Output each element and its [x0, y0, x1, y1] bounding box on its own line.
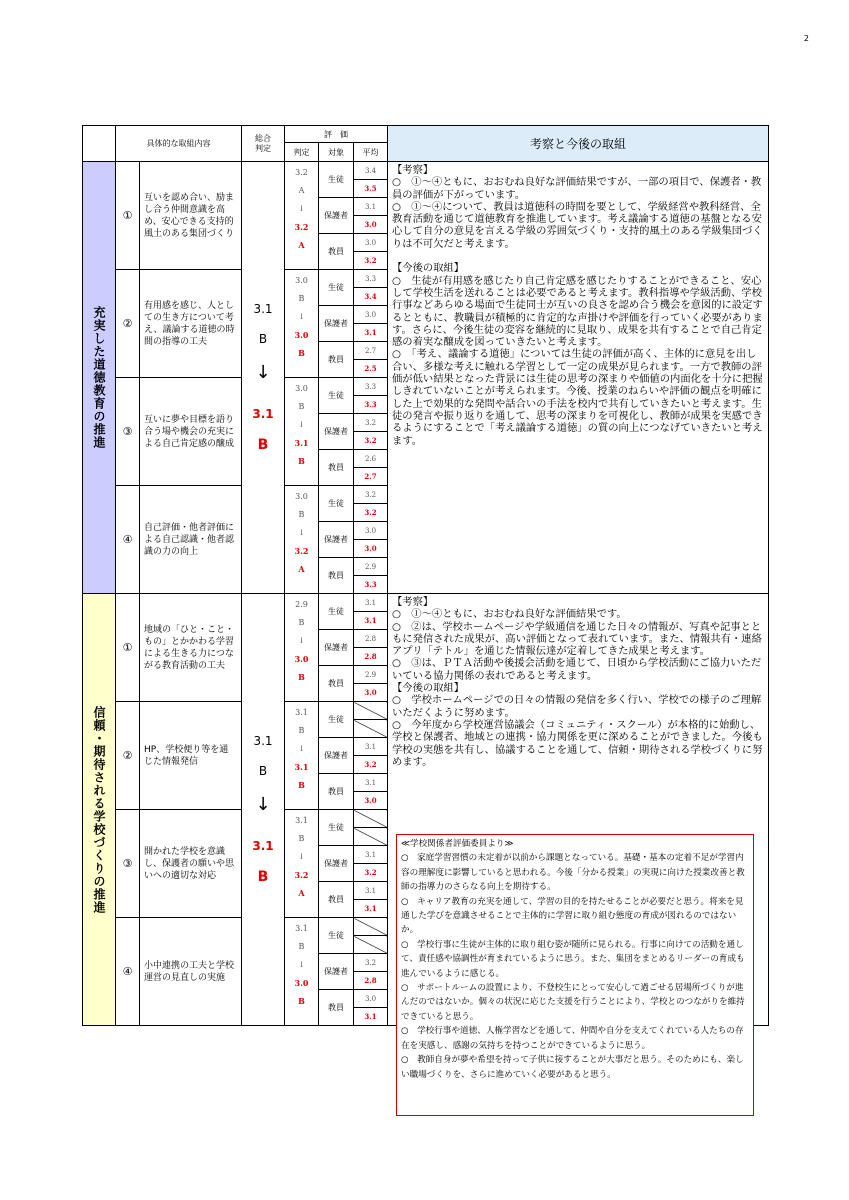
judgement-prev: 3.0: [295, 276, 308, 285]
item-content: 自己評価・他者評価による自己認識・他者認識の力の向上: [140, 486, 242, 594]
average-prev: 3.0: [354, 306, 388, 324]
item-number: ①: [116, 162, 140, 270]
item-judgement: [285, 918, 319, 1026]
average-prev: 3.1: [354, 198, 388, 216]
judgement-now-grade: B: [298, 456, 305, 466]
header-blank: [83, 126, 116, 162]
judgement-prev: 3.2: [295, 168, 308, 177]
target-label: 保護者: [319, 414, 354, 450]
judgement-now: 3.2: [294, 546, 309, 556]
target-label: 教員: [319, 342, 354, 378]
judgement-arrow: ↓: [298, 960, 305, 969]
section1-title: 充実した道徳教育の推進: [92, 306, 106, 449]
average-prev: 3.1: [354, 738, 388, 756]
average-prev: 3.3: [354, 378, 388, 396]
target-label: 生徒: [319, 378, 354, 414]
judgement-prev-grade: B: [298, 726, 305, 735]
header-content: 具体的な取組内容: [116, 126, 242, 162]
judgement-now: 3.0: [294, 654, 309, 664]
item-number: ①: [116, 594, 140, 702]
target-label: 生徒: [319, 918, 354, 954]
average-now: 3.1: [354, 612, 388, 630]
average-now: 2.8: [354, 648, 388, 666]
header-average: 平均: [354, 143, 388, 162]
section2-title-cell: [83, 594, 116, 1026]
item-content: 互いに夢や目標を語り合う場や機会の充実による自己肯定感の醸成: [140, 378, 242, 486]
target-label: 教員: [319, 774, 354, 810]
judgement-now-grade: B: [298, 780, 305, 790]
item-number: ②: [116, 270, 140, 378]
section1-kosatsu: 【考察】 ○ ①～④ともに、おおむね良好な評価結果ですが、一部の項目で、保護者・教員の評価が下がっています。 ○ ①～④について、教員は道徳科の時間を要として、学級経営や教科経営、全教育活動を通じて道徳教育を推進しています。考え議論する道徳の基盤となる安心して自分の意見を言える学級の雰囲気づくり・支持的風土のある学級集団づくりは不可欠だと考えます。 【今後の取組】 ○ 生徒が有用感を感じたり自己肯定感を感じたりすることができること、安心して学校生活を送れることは必要であると考えます。教科指導や学級活動、学校行事などあらゆる場面で生徒同士が互いの良さを認め合う機会を意図的に設定するとともに、教職員が積極的に肯定的な声掛けや評価を行っていく必要があります。さらに、今後生徒の変容を継続的に見取り、成果を共有することで自己肯定感の着実な醸成を図っていきたいと考えます。 ○ 「考え、議論する道徳」については生徒の評価が高く、主体的に意見を出し合い、多様な考えに触れる学習として一定の成果が見られます。一方で教師の評価が低い結果となった背景には生徒の思考の深まりや価値の内面化を十分に把握しきれていないことが考えられます。今後、授業のねらいや評価の観点を明確にした上で効果的な発問や話合いの手法を校内で共有していきたいと考えます。生徒の発言や振り返りを通して、思考の深まりを可視化し、教師が成果を実感できるようにすることで「考え議論する道徳」の質の向上につなげていきたいと考えます。: [388, 162, 769, 594]
overall-prev-grade: B: [258, 764, 268, 778]
judgement-prev: 3.0: [295, 492, 308, 501]
judgement-prev: 2.9: [295, 600, 308, 609]
average-prev: 3.2: [354, 486, 388, 504]
average-now: 3.3: [354, 576, 388, 594]
average-prev: 2.9: [354, 666, 388, 684]
target-label: 生徒: [319, 594, 354, 630]
average-prev: 3.0: [354, 522, 388, 540]
header-evaluation: 評 価: [285, 126, 388, 143]
judgement-arrow: ↓: [298, 528, 305, 537]
judgement-prev: 3.0: [295, 384, 308, 393]
item-number: ③: [116, 378, 140, 486]
target-label: 教員: [319, 450, 354, 486]
item-content: 地域の「ひと・こと・もの」とかかわる学習による生きる力につながる教育活動の工夫: [140, 594, 242, 702]
average-now: 3.1: [354, 324, 388, 342]
judgement-now-grade: B: [298, 672, 305, 682]
section2-overall: [242, 594, 285, 1026]
average-now: 3.0: [354, 216, 388, 234]
judgement-arrow: ↓: [298, 744, 305, 753]
overall-now-grade: B: [257, 437, 269, 453]
target-label: 生徒: [319, 270, 354, 306]
section2-kosatsu: 【考察】 ○ ①～④ともに、おおむね良好な評価結果です。 ○ ②は、学校ホームページや学級通信を通じた日々の情報が、写真や記事とともに発信された成果が、高い評価となって表れています。また、情報共有・連絡アプリ「テトル」を通じた情報伝達が定着してきた成果と考えます。 ○ ③は、ＰＴＡ活動や後援会活動を通じて、日頃から学校活動にご協力いただいている協力関係の表れであると考えます。 【今後の取組】 ○ 学校ホームページでの日々の情報の発信を多く行い、学校での様子のご理解いただくように努めます。 ○ 今年度から学校運営協議会（コミュニティ・スクール）が本格的に始動し、学校と保護者、地域との連携・協力関係を更に深めることができました。今後も学校の実態を共有し、協議することを通して、信頼・期待される学校づくりに努めます。: [388, 594, 769, 1026]
target-label: 保護者: [319, 846, 354, 882]
item-number: ②: [116, 702, 140, 810]
judgement-arrow: ↓: [298, 312, 305, 321]
overall-prev: 3.1: [253, 302, 273, 316]
average-prev: 3.1: [354, 594, 388, 612]
average-now: 3.2: [354, 864, 388, 882]
target-label: 生徒: [319, 162, 354, 198]
item-content: 互いを認め合い、励まし合う仲間意識を高め、安心できる支持的風土のある集団づくり: [140, 162, 242, 270]
judgement-arrow: ↓: [298, 852, 305, 861]
overall-prev-grade: B: [258, 332, 268, 346]
judgement-now-grade: B: [298, 348, 305, 358]
average-now: 3.4: [354, 288, 388, 306]
average-now: 3.2: [354, 432, 388, 450]
judgement-prev: 3.1: [295, 924, 308, 933]
target-label: 教員: [319, 882, 354, 918]
average-now: 3.5: [354, 180, 388, 198]
header-overall: 総合 判定: [242, 126, 285, 162]
target-label: 保護者: [319, 522, 354, 558]
target-label: 保護者: [319, 306, 354, 342]
average-prev: 2.7: [354, 342, 388, 360]
average-now: 2.5: [354, 360, 388, 378]
item-content: HP、学校便り等を通じた情報発信: [140, 702, 242, 810]
header-kosatsu: 考察と今後の取組: [388, 126, 769, 162]
header-judgement: 判定: [285, 143, 319, 162]
target-label: 生徒: [319, 702, 354, 738]
table-row: [83, 594, 769, 612]
judgement-now: 3.1: [294, 762, 309, 772]
overall-arrow: ↓: [255, 794, 271, 815]
average-now: 3.0: [354, 540, 388, 558]
judgement-arrow: ↓: [298, 204, 305, 213]
target-label: 教員: [319, 234, 354, 270]
average-prev: 3.1: [354, 846, 388, 864]
average-prev: 3.0: [354, 234, 388, 252]
average-prev: [354, 702, 388, 720]
item-judgement: [285, 810, 319, 918]
judgement-now-grade: A: [298, 888, 305, 898]
average-now: [354, 720, 388, 738]
target-label: 保護者: [319, 954, 354, 990]
committee-comments: [396, 834, 754, 1116]
average-now: 3.0: [354, 792, 388, 810]
judgement-prev-grade: B: [298, 942, 305, 951]
judgement-now: 3.2: [294, 222, 309, 232]
item-content: 開かれた学校を意識し、保護者の願いや思いへの適切な対応: [140, 810, 242, 918]
average-now: [354, 828, 388, 846]
average-now: 3.3: [354, 396, 388, 414]
judgement-prev-grade: B: [298, 834, 305, 843]
overall-arrow: ↓: [255, 362, 271, 383]
item-content: 有用感を感じ、人としての生き方について考え、議論する道徳の時間の指導の工夫: [140, 270, 242, 378]
average-now: [354, 936, 388, 954]
average-prev: 3.0: [354, 990, 388, 1008]
target-label: 生徒: [319, 486, 354, 522]
section1-title-cell: [83, 162, 116, 594]
judgement-now-grade: B: [298, 996, 305, 1006]
overall-prev: 3.1: [253, 734, 273, 748]
item-content: 小中連携の工夫と学校運営の見直しの実施: [140, 918, 242, 1026]
item-judgement: [285, 486, 319, 594]
judgement-now-grade: A: [298, 564, 305, 574]
item-judgement: [285, 162, 319, 270]
average-prev: [354, 918, 388, 936]
judgement-prev-grade: B: [298, 618, 305, 627]
target-label: 教員: [319, 558, 354, 594]
target-label: 教員: [319, 990, 354, 1026]
average-prev: 2.6: [354, 450, 388, 468]
judgement-prev: 3.1: [295, 816, 308, 825]
item-judgement: [285, 702, 319, 810]
item-judgement: [285, 270, 319, 378]
committee-text: ○ 家庭学習習慣の未定着が以前から課題となっている。基礎・基本の定着不足が学習内容の理解度に影響していると思われる。今後「分かる授業」の実現に向けた授業改善と教師の指導力のさらなる向上を期待する。 ○ キャリア教育の充実を通して、学習の目的を持たせることが必要だと思う。将来を見通した学びを意識させることで主体的に学習に取り組む態度の育成が図れるのではないか。 ○ 学校行事に生徒が主体的に取り組む姿が随所に見られる。行事に向けての活動を通して、責任感や協調性が育まれているように思う。また、集団をまとめるリーダーの育成も進んでいるように感じる。 ○ サポートルームの設置により、不登校生にとって安心して過ごせる居場所づくりが進んだのではないか。個々の状況に応じた支援を行うことにより、学校とのつながりを維持できていると思う。 ○ 学校行事や道徳、人権学習などを通して、仲間や自分を支えてくれている人たちの存在を実感し、感謝の気持ちを持つことができているように思う。 ○ 教師自身が夢や希望を持って子供に接することが大事だと思う。そのためにも、楽しい職場づくりを、さらに進めていく必要があると思う。: [401, 853, 745, 1080]
judgement-prev: 3.1: [295, 708, 308, 717]
average-now: 3.0: [354, 684, 388, 702]
judgement-now-grade: A: [298, 240, 305, 250]
judgement-arrow: ↓: [298, 636, 305, 645]
item-number: ④: [116, 486, 140, 594]
average-now: 2.7: [354, 468, 388, 486]
overall-now-grade: B: [257, 869, 269, 885]
section1-overall: [242, 162, 285, 594]
header-row-1: [83, 126, 769, 143]
judgement-now: 3.2: [294, 870, 309, 880]
average-prev: 3.1: [354, 774, 388, 792]
page-number: 2: [803, 34, 809, 43]
section2-title: 信頼・期待される学校づくりの推進: [92, 705, 106, 914]
target-label: 教員: [319, 666, 354, 702]
average-now: 3.2: [354, 756, 388, 774]
item-number: ③: [116, 810, 140, 918]
item-number: ④: [116, 918, 140, 1026]
overall-now: 3.1: [252, 407, 274, 421]
item-judgement: [285, 594, 319, 702]
judgement-arrow: ↓: [298, 420, 305, 429]
average-prev: 3.3: [354, 270, 388, 288]
average-prev: 3.2: [354, 954, 388, 972]
average-now: 3.1: [354, 1008, 388, 1026]
average-now: 3.2: [354, 504, 388, 522]
average-prev: 2.8: [354, 630, 388, 648]
target-label: 生徒: [319, 810, 354, 846]
average-now: 3.1: [354, 900, 388, 918]
average-now: 3.2: [354, 252, 388, 270]
judgement-now: 3.0: [294, 330, 309, 340]
average-prev: [354, 810, 388, 828]
target-label: 保護者: [319, 630, 354, 666]
overall-now: 3.1: [252, 839, 274, 853]
committee-title: ≪学校関係者評価委員より≫: [401, 839, 514, 849]
average-prev: 3.1: [354, 882, 388, 900]
judgement-prev-grade: B: [298, 510, 305, 519]
judgement-prev-grade: B: [298, 294, 305, 303]
item-judgement: [285, 378, 319, 486]
average-prev: 2.9: [354, 558, 388, 576]
judgement-prev-grade: B: [298, 402, 305, 411]
table-row: [83, 162, 769, 180]
target-label: 保護者: [319, 198, 354, 234]
average-prev: 3.2: [354, 414, 388, 432]
header-target: 対象: [319, 143, 354, 162]
average-now: 2.8: [354, 972, 388, 990]
judgement-now: 3.0: [294, 978, 309, 988]
average-prev: 3.4: [354, 162, 388, 180]
judgement-prev-grade: A: [298, 186, 305, 195]
target-label: 保護者: [319, 738, 354, 774]
judgement-now: 3.1: [294, 438, 309, 448]
